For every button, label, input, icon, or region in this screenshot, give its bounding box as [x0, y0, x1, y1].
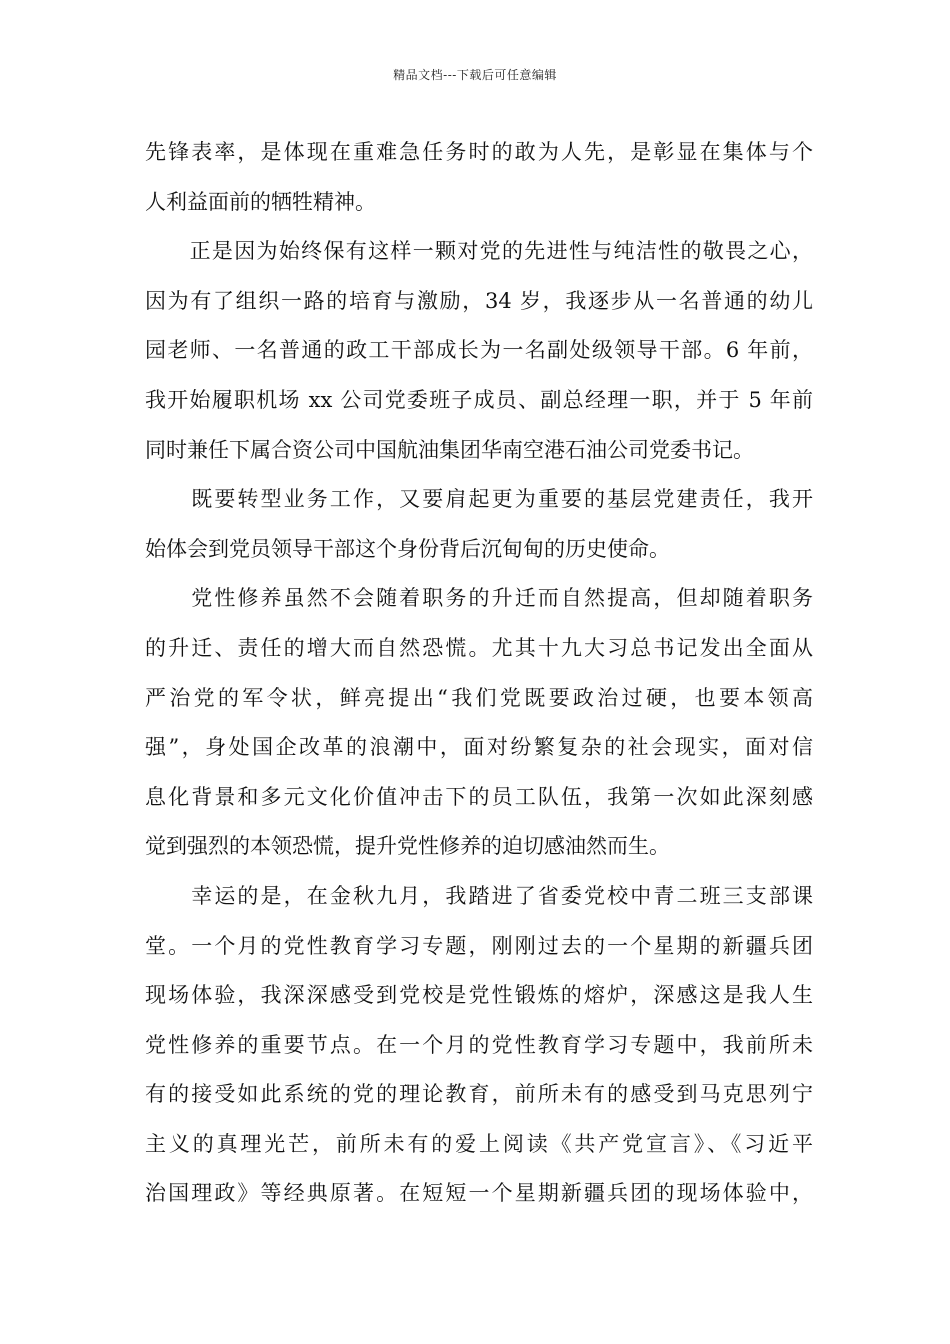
text-line: 始体会到党员领导干部这个身份背后沉甸甸的历史使命。 — [145, 536, 670, 561]
text-line: 同时兼任下属合资公司中国航油集团华南空港石油公司党委书记。 — [145, 437, 754, 462]
text-line: 先锋表率，是体现在重难急任务时的敢为人先，是彰显在集体与个 — [145, 140, 813, 164]
text-line: 因为有了组织一路的培育与激励，34 岁，我逐步从一名普通的幼儿 — [145, 288, 813, 313]
text-line: 现场体验，我深深感受到党校是党性锻炼的熔炉，深感这是我人生 — [145, 983, 813, 1008]
text-line: 主义的真理光芒，前所未有的爱上阅读《共产党宣言》、《习近平 — [145, 1131, 813, 1156]
text-line: 党性修养的重要节点。在一个月的党性教育学习专题中，我前所未 — [145, 1032, 813, 1057]
text-line: 我开始履职机场 xx 公司党委班子成员、副总经理一职，并于 5 年前 — [145, 387, 813, 412]
text-line: 堂。一个月的党性教育学习专题，刚刚过去的一个星期的新疆兵团 — [145, 933, 813, 958]
text-line: 有的接受如此系统的党的理论教育，前所未有的感受到马克思列宁 — [145, 1082, 813, 1107]
text-line: 强”，身处国企改革的浪潮中，面对纷繁复杂的社会现实，面对信 — [145, 735, 813, 760]
text-line: 既要转型业务工作，又要肩起更为重要的基层党建责任，我开 — [145, 487, 813, 512]
text-line: 觉到强烈的本领恐慌，提升党性修养的迫切感油然而生。 — [145, 834, 670, 859]
text-line: 人利益面前的牺牲精神。 — [145, 189, 376, 214]
text-line: 息化背景和多元文化价值冲击下的员工队伍，我第一次如此深刻感 — [145, 784, 813, 809]
text-line: 园老师、一名普通的政工干部成长为一名副处级领导干部。6 年前， — [145, 338, 813, 363]
text-line: 的升迁、责任的增大而自然恐慌。尤其十九大习总书记发出全面从 — [145, 635, 813, 660]
text-line: 幸运的是，在金秋九月，我踏进了省委党校中青二班三支部课 — [145, 883, 813, 908]
document-body — [145, 128, 813, 1219]
text-line: 治国理政》等经典原著。在短短一个星期新疆兵团的现场体验中， — [145, 1181, 813, 1206]
text-line: 党性修养虽然不会随着职务的升迁而自然提高，但却随着职务 — [145, 586, 813, 611]
text-line: 正是因为始终保有这样一颗对党的先进性与纯洁性的敬畏之心， — [145, 239, 813, 264]
page-header: 精品文档---下载后可任意编辑 — [393, 68, 557, 82]
text-line: 严治党的军令状，鲜亮提出“我们党既要政治过硬，也要本领高 — [145, 685, 813, 710]
